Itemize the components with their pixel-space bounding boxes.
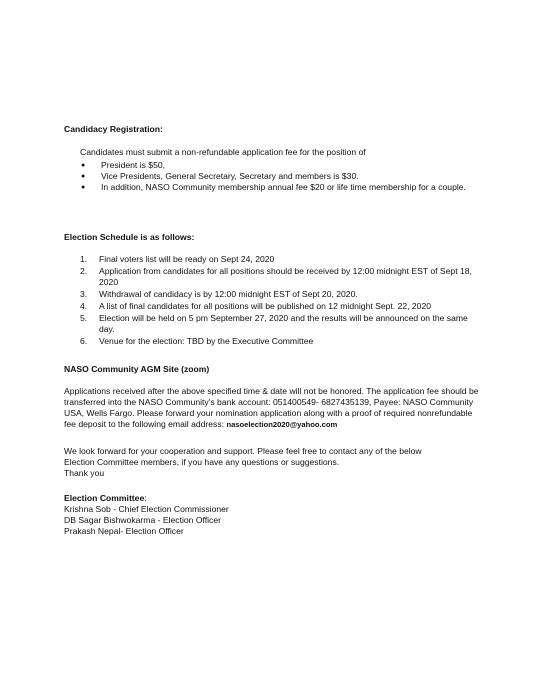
agm-heading: NASO Community AGM Site (zoom) <box>64 364 210 374</box>
fee-list <box>64 160 484 193</box>
thank-you: Thank you <box>64 468 105 478</box>
fee-item-membership: ● In addition, NASO Community membership annual fee $20 or life time membership for a couple. <box>64 182 481 193</box>
schedule-item: 2. Application from candidates for all positions should be received by 12:00 midnight EST of Sept 18, 2020 <box>80 266 472 287</box>
applications-paragraph <box>64 386 484 430</box>
schedule-item: 3. Withdrawal of candidacy is by 12:00 midnight EST of Sept 20, 2020. <box>80 289 358 299</box>
schedule-list <box>80 254 485 347</box>
fee-item-officers: ● Vice Presidents, General Secretary, Secretary and members is $30. <box>64 171 484 182</box>
closing-paragraph <box>64 446 434 479</box>
committee-member: Prakash Nepal- Election Officer <box>64 526 184 536</box>
schedule-item: 4. A list of final candidates for all positions will be published on 12 midnight Sept. 22, 2020 <box>80 301 432 311</box>
candidacy-section <box>64 124 484 193</box>
election-email: nasoelection2020@yahoo.com <box>226 420 338 429</box>
candidacy-heading: Candidacy Registration: <box>64 124 163 134</box>
applications-text: Applications received after the above specified time & date will not be honored. The application fee should be transferred into the NASO Community's bank account: 051400549- 6827435139, Payee: NASO Community USA, Wells Fargo. Please forward your nomination application along with a proof of required nonrefundable fee deposit to the following email address: <box>64 386 479 429</box>
schedule-item: 6. Venue for the election: TBD by the Executive Committee <box>80 336 314 346</box>
committee-section <box>64 493 484 537</box>
committee-member: DB Sagar Bishwokarma - Election Officer <box>64 515 221 525</box>
fee-item-president: ● President is $50, <box>64 160 484 171</box>
schedule-item: 1. Final voters list will be ready on Sept 24, 2020 <box>80 254 275 264</box>
committee-colon: : <box>144 493 147 503</box>
schedule-section <box>64 232 484 348</box>
committee-member: Krishna Sob - Chief Election Commissioner <box>64 504 229 514</box>
candidacy-intro: Candidates must submit a non-refundable application fee for the position of <box>80 147 366 157</box>
schedule-item: 5. Election will be held on 5 pm September 27, 2020 and the results will be announced on the same day. <box>80 313 468 334</box>
committee-heading: Election Committee <box>64 493 145 503</box>
agm-section <box>64 364 484 375</box>
schedule-heading: Election Schedule is as follows: <box>64 232 195 242</box>
closing-text: We look forward for your cooperation and support. Please feel free to contact any of the below Election Committee members, if you have any questions or suggestions. <box>64 446 422 467</box>
